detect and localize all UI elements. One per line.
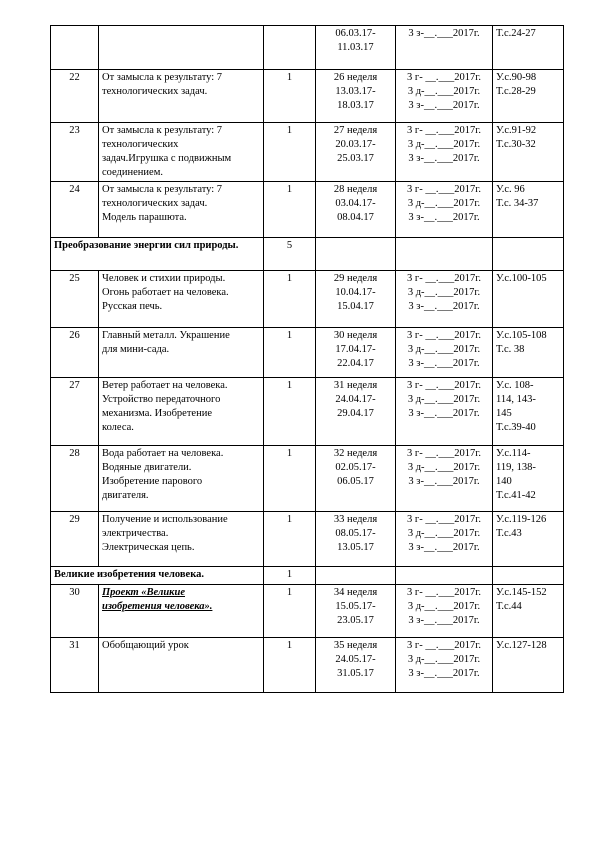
empty-cell — [316, 567, 396, 585]
pages-line: Т.с.28-29 — [496, 86, 536, 97]
empty-cell — [493, 238, 564, 271]
pages-line: У.с. 96 — [496, 184, 525, 195]
textbook-pages — [493, 26, 564, 70]
textbook-pages — [493, 70, 564, 123]
textbook-pages — [493, 123, 564, 182]
actual-date — [396, 378, 493, 446]
date-line: 13.03.17- — [335, 86, 376, 97]
table-row — [51, 638, 564, 693]
fact-line: 3 г- __.___2017г. — [407, 380, 481, 391]
date-line: 15.04.17 — [337, 301, 374, 312]
fact-line: 3 д-__.___2017г. — [407, 198, 481, 209]
topic-line: Модель парашюта. — [102, 212, 187, 223]
lesson-number — [51, 26, 99, 70]
fact-line: 3 г- __.___2017г. — [407, 72, 481, 83]
date-line: 25.03.17 — [337, 153, 374, 164]
topic-line: Обобщающий урок — [102, 640, 189, 651]
pages-line: Т.с.41-42 — [496, 490, 536, 501]
pages-line: У.с.91-92 — [496, 125, 537, 136]
topic-line: Ветер работает на человека. — [102, 380, 228, 391]
lesson-number: 26 — [51, 328, 99, 378]
date-line: 06.05.17 — [337, 476, 374, 487]
topic-line: Изобретение парового — [102, 476, 203, 487]
topic-line: электричества. — [102, 528, 169, 539]
textbook-pages — [493, 512, 564, 567]
planned-date — [316, 26, 396, 70]
fact-line: 3 д-__.___2017г. — [407, 287, 481, 298]
table-row — [51, 512, 564, 567]
actual-date — [396, 446, 493, 512]
table-row — [51, 271, 564, 328]
topic-line: соединением. — [102, 167, 163, 178]
lesson-hours: 1 — [264, 446, 316, 512]
textbook-pages — [493, 638, 564, 693]
date-line: 10.04.17- — [335, 287, 376, 298]
lesson-hours: 1 — [264, 585, 316, 638]
fact-line: 3 з-__.___2017г. — [408, 408, 480, 419]
date-line: 35 неделя — [333, 640, 378, 651]
planned-date — [316, 70, 396, 123]
fact-line: 3 з-__.___2017г. — [408, 28, 480, 39]
planned-date — [316, 328, 396, 378]
fact-line: 3 г- __.___2017г. — [407, 448, 481, 459]
lesson-hours: 1 — [264, 328, 316, 378]
fact-line: 3 д-__.___2017г. — [407, 654, 481, 665]
actual-date — [396, 182, 493, 238]
topic-line: изобретения человека». — [102, 601, 213, 612]
lesson-topic — [99, 512, 264, 567]
fact-line: 3 г- __.___2017г. — [407, 184, 481, 195]
textbook-pages — [493, 328, 564, 378]
date-line: 24.05.17- — [335, 654, 376, 665]
fact-line: 3 з-__.___2017г. — [408, 358, 480, 369]
actual-date — [396, 271, 493, 328]
empty-cell — [396, 567, 493, 585]
planned-date — [316, 378, 396, 446]
pages-line: У.с. 108- — [496, 380, 534, 391]
topic-line: колеса. — [102, 422, 134, 433]
table-row — [51, 328, 564, 378]
date-line: 08.05.17- — [335, 528, 376, 539]
fact-line: 3 г- __.___2017г. — [407, 514, 481, 525]
date-line: 18.03.17 — [337, 100, 374, 111]
lesson-number: 28 — [51, 446, 99, 512]
actual-date — [396, 512, 493, 567]
fact-line: 3 д-__.___2017г. — [407, 139, 481, 150]
date-line: 15.05.17- — [335, 601, 376, 612]
fact-line: 3 з-__.___2017г. — [408, 100, 480, 111]
actual-date — [396, 26, 493, 70]
textbook-pages — [493, 271, 564, 328]
pages-line: У.с.100-105 — [496, 273, 547, 284]
lesson-topic — [99, 328, 264, 378]
fact-line: 3 д-__.___2017г. — [407, 344, 481, 355]
topic-line: Устройство передаточного — [102, 394, 221, 405]
topic-line: Русская печь. — [102, 301, 163, 312]
planned-date — [316, 123, 396, 182]
lesson-topic — [99, 585, 264, 638]
pages-line: Т.с.43 — [496, 528, 522, 539]
pages-line: У.с.90-98 — [496, 72, 537, 83]
date-line: 33 неделя — [333, 514, 378, 525]
fact-line: 3 д-__.___2017г. — [407, 86, 481, 97]
lesson-topic — [99, 26, 264, 70]
textbook-pages — [493, 182, 564, 238]
lesson-topic — [99, 70, 264, 123]
lesson-hours: 1 — [264, 512, 316, 567]
lesson-plan-table — [50, 25, 564, 693]
pages-line: У.с.105-108 — [496, 330, 547, 341]
lesson-number: 29 — [51, 512, 99, 567]
date-line: 03.04.17- — [335, 198, 376, 209]
fact-line: 3 з-__.___2017г. — [408, 476, 480, 487]
fact-line: 3 д-__.___2017г. — [407, 528, 481, 539]
actual-date — [396, 638, 493, 693]
section-title — [51, 238, 264, 271]
date-line: 22.04.17 — [337, 358, 374, 369]
topic-line: двигателя. — [102, 490, 149, 501]
lesson-number: 23 — [51, 123, 99, 182]
date-line: 32 неделя — [333, 448, 378, 459]
section-title — [51, 567, 264, 585]
date-line: 31 неделя — [333, 380, 378, 391]
topic-line: Получение и использование — [102, 514, 228, 525]
actual-date — [396, 123, 493, 182]
table-row — [51, 182, 564, 238]
lesson-topic — [99, 378, 264, 446]
section-row — [51, 238, 564, 271]
planned-date — [316, 638, 396, 693]
topic-line: Электрическая цепь. — [102, 542, 195, 553]
pages-line: 140 — [496, 476, 512, 487]
topic-line: технологических — [102, 139, 179, 150]
pages-line: Т.с.44 — [496, 601, 522, 612]
fact-line: 3 з-__.___2017г. — [408, 212, 480, 223]
lesson-number: 22 — [51, 70, 99, 123]
date-line: 27 неделя — [333, 125, 378, 136]
section-hours: 1 — [264, 567, 316, 585]
date-line: 26 неделя — [333, 72, 378, 83]
lesson-number: 24 — [51, 182, 99, 238]
lesson-topic — [99, 638, 264, 693]
date-line: 24.04.17- — [335, 394, 376, 405]
lesson-hours: 1 — [264, 70, 316, 123]
date-line: 29.04.17 — [337, 408, 374, 419]
actual-date — [396, 585, 493, 638]
table-row — [51, 26, 564, 70]
fact-line: 3 д-__.___2017г. — [407, 462, 481, 473]
fact-line: 3 г- __.___2017г. — [407, 273, 481, 284]
date-line: 23.05.17 — [337, 615, 374, 626]
topic-line: механизма. Изобретение — [102, 408, 212, 419]
topic-line: Вода работает на человека. — [102, 448, 224, 459]
lesson-number: 27 — [51, 378, 99, 446]
topic-line: Водяные двигатели. — [102, 462, 192, 473]
textbook-pages — [493, 378, 564, 446]
topic-line: Человек и стихии природы. — [102, 273, 226, 284]
date-line: 29 неделя — [333, 273, 378, 284]
topic-line: От замысла к результату: 7 — [102, 72, 223, 83]
pages-line: Т.с.39-40 — [496, 422, 536, 433]
fact-line: 3 з-__.___2017г. — [408, 153, 480, 164]
topic-line: Проект «Великие — [102, 587, 186, 598]
table-row — [51, 585, 564, 638]
planned-date — [316, 585, 396, 638]
fact-line: 3 г- __.___2017г. — [407, 640, 481, 651]
pages-line: У.с.119-126 — [496, 514, 547, 525]
topic-line: Огонь работает на человека. — [102, 287, 229, 298]
date-line: 02.05.17- — [335, 462, 376, 473]
fact-line: 3 з-__.___2017г. — [408, 615, 480, 626]
date-line: 34 неделя — [333, 587, 378, 598]
fact-line: 3 д-__.___2017г. — [407, 394, 481, 405]
topic-line: От замысла к результату: 7 — [102, 184, 223, 195]
pages-line: Т.с. 38 — [496, 344, 525, 355]
fact-line: 3 г- __.___2017г. — [407, 330, 481, 341]
section-title-text: Преобразование энергии сил природы. — [54, 240, 239, 251]
pages-line: Т.с.24-27 — [496, 28, 536, 39]
table-row — [51, 446, 564, 512]
table-row — [51, 123, 564, 182]
pages-line: 114, 143- — [496, 394, 536, 405]
pages-line: 119, 138- — [496, 462, 536, 473]
table-row — [51, 70, 564, 123]
empty-cell — [316, 238, 396, 271]
topic-line: Главный металл. Украшение — [102, 330, 230, 341]
lesson-hours: 1 — [264, 638, 316, 693]
textbook-pages — [493, 446, 564, 512]
section-row — [51, 567, 564, 585]
lesson-hours: 1 — [264, 182, 316, 238]
textbook-pages — [493, 585, 564, 638]
lesson-number: 31 — [51, 638, 99, 693]
pages-line: Т.с.30-32 — [496, 139, 536, 150]
planned-date — [316, 446, 396, 512]
date-line: 17.04.17- — [335, 344, 376, 355]
actual-date — [396, 328, 493, 378]
topic-line: для мини-сада. — [102, 344, 170, 355]
section-hours: 5 — [264, 238, 316, 271]
table-row — [51, 378, 564, 446]
pages-line: У.с.145-152 — [496, 587, 547, 598]
lesson-plan-body — [51, 26, 564, 693]
fact-line: 3 з-__.___2017г. — [408, 542, 480, 553]
date-line: 31.05.17 — [337, 668, 374, 679]
lesson-topic — [99, 271, 264, 328]
lesson-hours — [264, 26, 316, 70]
fact-line: 3 з-__.___2017г. — [408, 301, 480, 312]
date-line: 08.04.17 — [337, 212, 374, 223]
date-line: 13.05.17 — [337, 542, 374, 553]
lesson-number: 30 — [51, 585, 99, 638]
topic-line: задач.Игрушка с подвижным — [102, 153, 232, 164]
topic-line: технологических задач. — [102, 198, 208, 209]
date-line: 30 неделя — [333, 330, 378, 341]
date-line: 28 неделя — [333, 184, 378, 195]
fact-line: 3 г- __.___2017г. — [407, 125, 481, 136]
fact-line: 3 д-__.___2017г. — [407, 601, 481, 612]
lesson-topic — [99, 123, 264, 182]
pages-line: У.с.114- — [496, 448, 531, 459]
lesson-topic — [99, 182, 264, 238]
topic-line: технологических задач. — [102, 86, 208, 97]
pages-line: У.с.127-128 — [496, 640, 547, 651]
actual-date — [396, 70, 493, 123]
lesson-topic — [99, 446, 264, 512]
section-title-text: Великие изобретения человека. — [54, 569, 204, 580]
empty-cell — [493, 567, 564, 585]
planned-date — [316, 512, 396, 567]
planned-date — [316, 182, 396, 238]
fact-line: 3 г- __.___2017г. — [407, 587, 481, 598]
date-line: 11.03.17 — [337, 42, 374, 53]
planned-date — [316, 271, 396, 328]
topic-line: От замысла к результату: 7 — [102, 125, 223, 136]
fact-line: 3 з-__.___2017г. — [408, 668, 480, 679]
pages-line: Т.с. 34-37 — [496, 198, 539, 209]
date-line: 20.03.17- — [335, 139, 376, 150]
lesson-hours: 1 — [264, 271, 316, 328]
pages-line: 145 — [496, 408, 512, 419]
lesson-number: 25 — [51, 271, 99, 328]
lesson-hours: 1 — [264, 378, 316, 446]
empty-cell — [396, 238, 493, 271]
date-line: 06.03.17- — [335, 28, 376, 39]
lesson-hours: 1 — [264, 123, 316, 182]
